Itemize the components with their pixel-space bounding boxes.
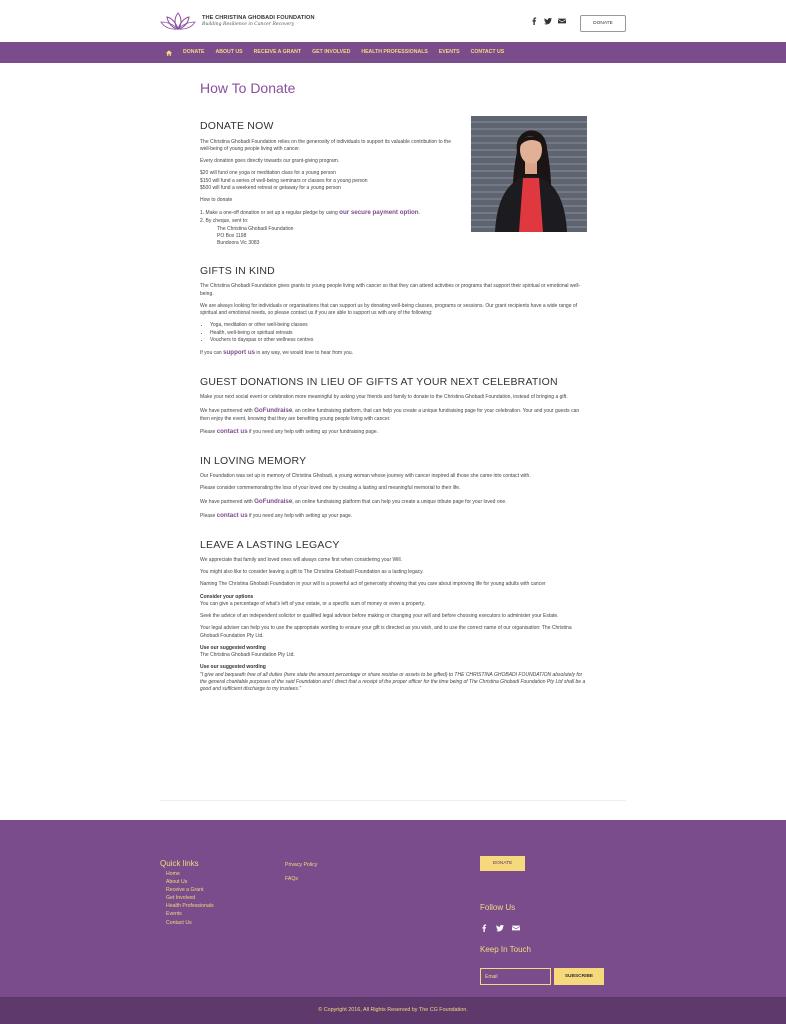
gofundraise-link[interactable]: GoFundraise — [254, 497, 293, 505]
footer-link-about-us[interactable]: About Us — [166, 879, 188, 886]
site-header — [0, 0, 786, 42]
step-text: . — [418, 210, 420, 217]
wording-label: Use our suggested wording — [200, 644, 266, 651]
contact-us-link[interactable]: contact us — [216, 511, 248, 519]
subscribe-button[interactable]: SUBSCRIBE — [554, 968, 604, 985]
list-item: • Yoga, meditation or other well-being classes — [210, 322, 588, 329]
step-text: 1. Make a one-off donation or set up a regular pledge by using — [200, 210, 340, 217]
header-social — [530, 17, 566, 25]
logo-tagline: Building Resilience in Cancer Recovery — [202, 21, 295, 27]
paragraph: Please consider commemorating the loss of your loved one by creating a lasting and meaningful memorial to their life. — [200, 485, 461, 492]
footer-donate-button[interactable]: DONATE — [480, 856, 525, 871]
footer-link-home[interactable]: Home — [166, 871, 180, 877]
nav-item-contact-us[interactable]: CONTACT US — [470, 48, 505, 55]
paragraph: The Christina Ghobadi Foundation gives grants to young people living with cancer so that they can attend activities or programs that support their spiritual or emotional well-being. — [200, 283, 581, 297]
text: , an online fundraising platform, that can help you create a unique fundraising page for your celebration. Your and your guests can then enjoy the event, knowing that they are benefiting young people living with cancer. — [200, 407, 580, 422]
nav-item-health-professionals[interactable]: HEALTH PROFESSIONALS — [361, 48, 428, 55]
address-line: PO Box 1198 — [217, 232, 247, 239]
envelope-icon[interactable] — [558, 17, 566, 25]
quick-links — [166, 870, 214, 927]
nav-item-events[interactable]: EVENTS — [438, 48, 460, 55]
text: We have partnered with — [200, 498, 255, 505]
footer-link-get-involved[interactable]: Get Involved — [166, 895, 196, 902]
section-heading: GIFTS IN KIND — [200, 265, 275, 278]
amount-line: $500 will fund a weekend retreat or getaway for a young person — [200, 184, 341, 191]
nav-item-about-us[interactable]: ABOUT US — [215, 48, 243, 55]
paragraph: Every donation goes directly towards our grant-giving program. — [200, 158, 340, 165]
christina-portrait-photo — [471, 116, 587, 232]
paragraph: We appreciate that family and loved ones will always come first when considering your Will. — [200, 556, 402, 563]
newsletter-email-input[interactable] — [480, 968, 551, 985]
step-text: 2. By cheque, sent to: — [200, 218, 249, 225]
envelope-icon[interactable] — [512, 924, 520, 932]
text: The Christina Ghobadi Foundation Pty Ltd. — [200, 652, 295, 659]
list-item: • Vouchers to dayspas or other wellness centres — [210, 337, 588, 344]
nav-item-donate[interactable]: DONATE — [183, 48, 205, 55]
bequest-quote: "I give and bequeath free of all duties (here state the amount percentage or share residue or assets to be gifted) to THE CHRISTINA GHOBADI FOUNDATION absolutely for the general charitable purposes of the said Foundation and I direct that a receipt of the proper officer for the time being of The Christina Ghobadi Foundation Pty Ltd shall be a good and sufficient discharge to my trustees." — [200, 671, 586, 693]
facebook-icon[interactable] — [480, 924, 488, 932]
paragraph: Naming The Christina Ghobadi Foundation in your will is a powerful act of generosity showing that you care about improving life for young adults with cancer — [200, 581, 546, 588]
address-line: The Christina Ghobadi Foundation — [217, 225, 294, 232]
section-guest-donations — [200, 375, 588, 437]
paragraph: How to donate — [200, 197, 233, 204]
follow-us-title: Follow Us — [480, 903, 516, 912]
text: Please — [200, 512, 217, 519]
main-nav — [0, 42, 786, 63]
quick-links-title: Quick links — [160, 859, 199, 868]
footer-link-faqs[interactable]: FAQs — [285, 875, 298, 882]
paragraph: Our Foundation was set up in memory of Christina Ghobadi, a young woman whose journey with cancer inspired all those she came into contact with. — [200, 473, 531, 480]
copyright-text: © Copyright 2016, All Rights Reserved by The CG Foundation. — [318, 1007, 468, 1013]
footer-link-events[interactable]: Events — [166, 911, 182, 918]
nav-item-get-involved[interactable]: GET INVOLVED — [312, 48, 351, 55]
text: , an online fundraising platform that can help you create a unique tribute page for your loved one. — [292, 498, 507, 505]
paragraph: The Christina Ghobadi Foundation relies on the generosity of individuals to support its valuable contribution to the well-being of young people living with cancer. — [200, 138, 451, 152]
keep-in-touch-title: Keep In Touch — [480, 945, 532, 954]
paragraph: Your legal adviser can help you to use the appropriate wording to ensure your gift is directed as you wish, and to use the correct name of our organisation: The Christina Ghobadi Foundation Pty Ltd. — [200, 625, 572, 639]
section-heading: GUEST DONATIONS IN LIEU OF GIFTS AT YOUR NEXT CELEBRATION — [200, 376, 558, 389]
page-title: How To Donate — [200, 80, 296, 96]
text: We have partnered with — [200, 407, 255, 414]
section-in-loving-memory — [200, 454, 588, 521]
text: in any way, we would love to hear from you. — [255, 350, 354, 357]
list-item: • Health, well-being or spiritual retreats — [210, 330, 588, 337]
copyright-bar — [0, 997, 786, 1024]
section-heading: LEAVE A LASTING LEGACY — [200, 538, 340, 551]
contact-us-link[interactable]: contact us — [216, 427, 248, 435]
footer-link-health-professionals[interactable]: Health Professionals — [166, 903, 214, 910]
options-label: Consider your options — [200, 593, 254, 600]
lotus-logo-icon — [160, 10, 196, 32]
text: You can give a percentage of what's left of your estate, or a specific sum of money or even a property. — [200, 600, 425, 607]
logo[interactable] — [160, 10, 315, 32]
footer-link-receive-a-grant[interactable]: Receive a Grant — [166, 887, 204, 894]
text: Please — [200, 428, 217, 435]
section-heading: DONATE NOW — [200, 120, 274, 133]
footer-legal-links — [285, 859, 317, 886]
twitter-icon[interactable] — [496, 924, 504, 932]
section-gifts-in-kind — [200, 264, 588, 358]
footer-social — [480, 924, 520, 932]
home-icon[interactable] — [166, 50, 172, 56]
nav-item-receive-a-grant[interactable]: RECEIVE A GRANT — [253, 48, 302, 55]
site-footer — [0, 820, 786, 997]
amount-line: $20 will fund one yoga or meditation class for a young person — [200, 170, 336, 177]
paragraph: We are always looking for individuals or organisations that can support us by donating well-being classes, programs or sessions. Our grant recipients have a wide range of spiritual and emotional needs, so please contact us if you are able to support us with any of the following: — [200, 302, 578, 317]
amount-line: $150 will fund a series of well-being seminars or classes for a young person — [200, 177, 368, 184]
text: if you need any help with setting up your fundraising page. — [247, 428, 379, 435]
text: If you can — [200, 350, 224, 357]
section-heading: IN LOVING MEMORY — [200, 454, 307, 467]
paragraph: You might also like to consider leaving a gift to The Christina Ghobadi Foundation as a lasting legacy. — [200, 569, 424, 576]
twitter-icon[interactable] — [544, 17, 552, 25]
footer-link-privacy-policy[interactable]: Privacy Policy — [285, 862, 318, 868]
wording-label: Use our suggested wording — [200, 664, 266, 671]
footer-link-contact-us[interactable]: Contact Us — [166, 919, 192, 926]
facebook-icon[interactable] — [530, 17, 538, 25]
paragraph: Seek the advice of an independent solicitor or qualified legal advisor before making or changing your will and before choosing executors to administer your Estate. — [200, 613, 559, 620]
header-donate-button[interactable]: DONATE — [580, 15, 626, 32]
gifts-list — [200, 322, 588, 344]
paragraph: Make your next social event or celebration more meaningful by asking your friends and family to donate to the Christina Ghobadi Foundation, instead of bringing a gift. — [200, 394, 568, 401]
logo-title: THE CHRISTINA GHOBADI FOUNDATION — [202, 14, 315, 21]
address-line: Bundoora Vic 3083 — [217, 240, 260, 246]
secure-payment-link[interactable]: our secure payment option — [339, 209, 419, 217]
text: if you need any help with setting up your page. — [247, 512, 353, 519]
support-us-link[interactable]: support us — [223, 349, 256, 357]
gofundraise-link[interactable]: GoFundraise — [254, 406, 293, 414]
divider — [160, 800, 626, 801]
section-lasting-legacy — [200, 538, 588, 694]
